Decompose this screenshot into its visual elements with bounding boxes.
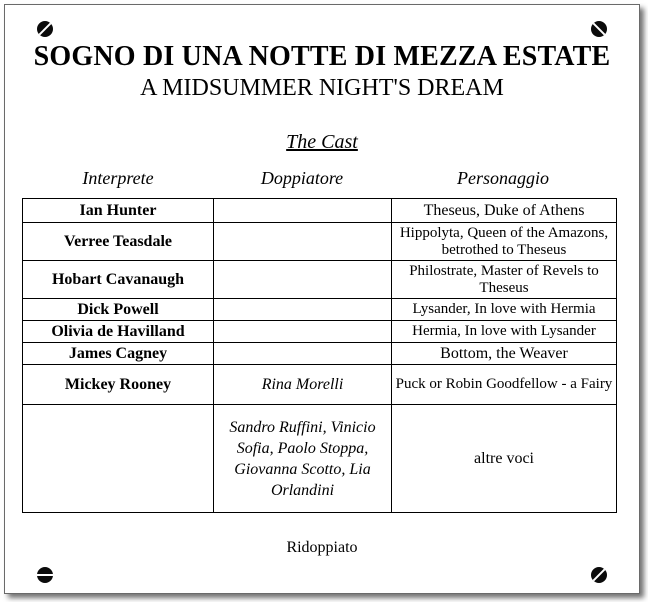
- dubber-cell: [214, 321, 392, 343]
- table-row: [23, 299, 617, 321]
- actor-cell: [23, 405, 214, 513]
- dubber-cell: Sandro Ruffini, Vinicio Sofia, Paolo Stoppa, Giovanna Scotto, Lia Orlandini: [214, 405, 392, 513]
- actor-cell: Hobart Cavanaugh: [23, 261, 214, 299]
- dubber-cell: [214, 261, 392, 299]
- screw-icon: [591, 21, 607, 37]
- table-row: [23, 343, 617, 365]
- table-row: [23, 223, 617, 261]
- character-cell: Theseus, Duke of Athens: [392, 199, 617, 223]
- character-cell: Hippolyta, Queen of the Amazons, betrothed to Theseus: [392, 223, 617, 261]
- screw-icon: [591, 567, 607, 583]
- column-header-character: Personaggio: [457, 168, 549, 188]
- character-cell: Philostrate, Master of Revels to Theseus: [392, 261, 617, 299]
- character-cell: altre voci: [392, 405, 617, 513]
- dubber-cell: [214, 343, 392, 365]
- cast-table: [22, 198, 617, 513]
- dubber-cell: [214, 299, 392, 321]
- actor-cell: James Cagney: [23, 343, 214, 365]
- title-italian: SOGNO DI UNA NOTTE DI MEZZA ESTATE: [33, 41, 611, 72]
- cast-plaque: [4, 4, 640, 594]
- footer-note: Ridoppiato: [286, 539, 358, 556]
- dubber-cell: [214, 199, 392, 223]
- screw-icon: [37, 567, 53, 583]
- actor-cell: Mickey Rooney: [23, 365, 214, 405]
- table-row: [23, 365, 617, 405]
- table-row: [23, 199, 617, 223]
- dubber-cell: [214, 223, 392, 261]
- table-row: [23, 321, 617, 343]
- actor-cell: Ian Hunter: [23, 199, 214, 223]
- character-cell: Hermia, In love with Lysander: [392, 321, 617, 343]
- screw-icon: [37, 21, 53, 37]
- table-row: [23, 405, 617, 513]
- character-cell: Lysander, In love with Hermia: [392, 299, 617, 321]
- actor-cell: Olivia de Havilland: [23, 321, 214, 343]
- cast-heading: The Cast: [286, 131, 358, 153]
- character-cell: Puck or Robin Goodfellow - a Fairy: [392, 365, 617, 405]
- character-cell: Bottom, the Weaver: [392, 343, 617, 365]
- actor-cell: Verree Teasdale: [23, 223, 214, 261]
- column-header-dubber: Doppiatore: [260, 168, 344, 188]
- title-english: A MIDSUMMER NIGHT'S DREAM: [140, 75, 504, 101]
- dubber-cell: Rina Morelli: [214, 365, 392, 405]
- actor-cell: Dick Powell: [23, 299, 214, 321]
- table-row: [23, 261, 617, 299]
- column-header-actor: Interprete: [82, 168, 154, 188]
